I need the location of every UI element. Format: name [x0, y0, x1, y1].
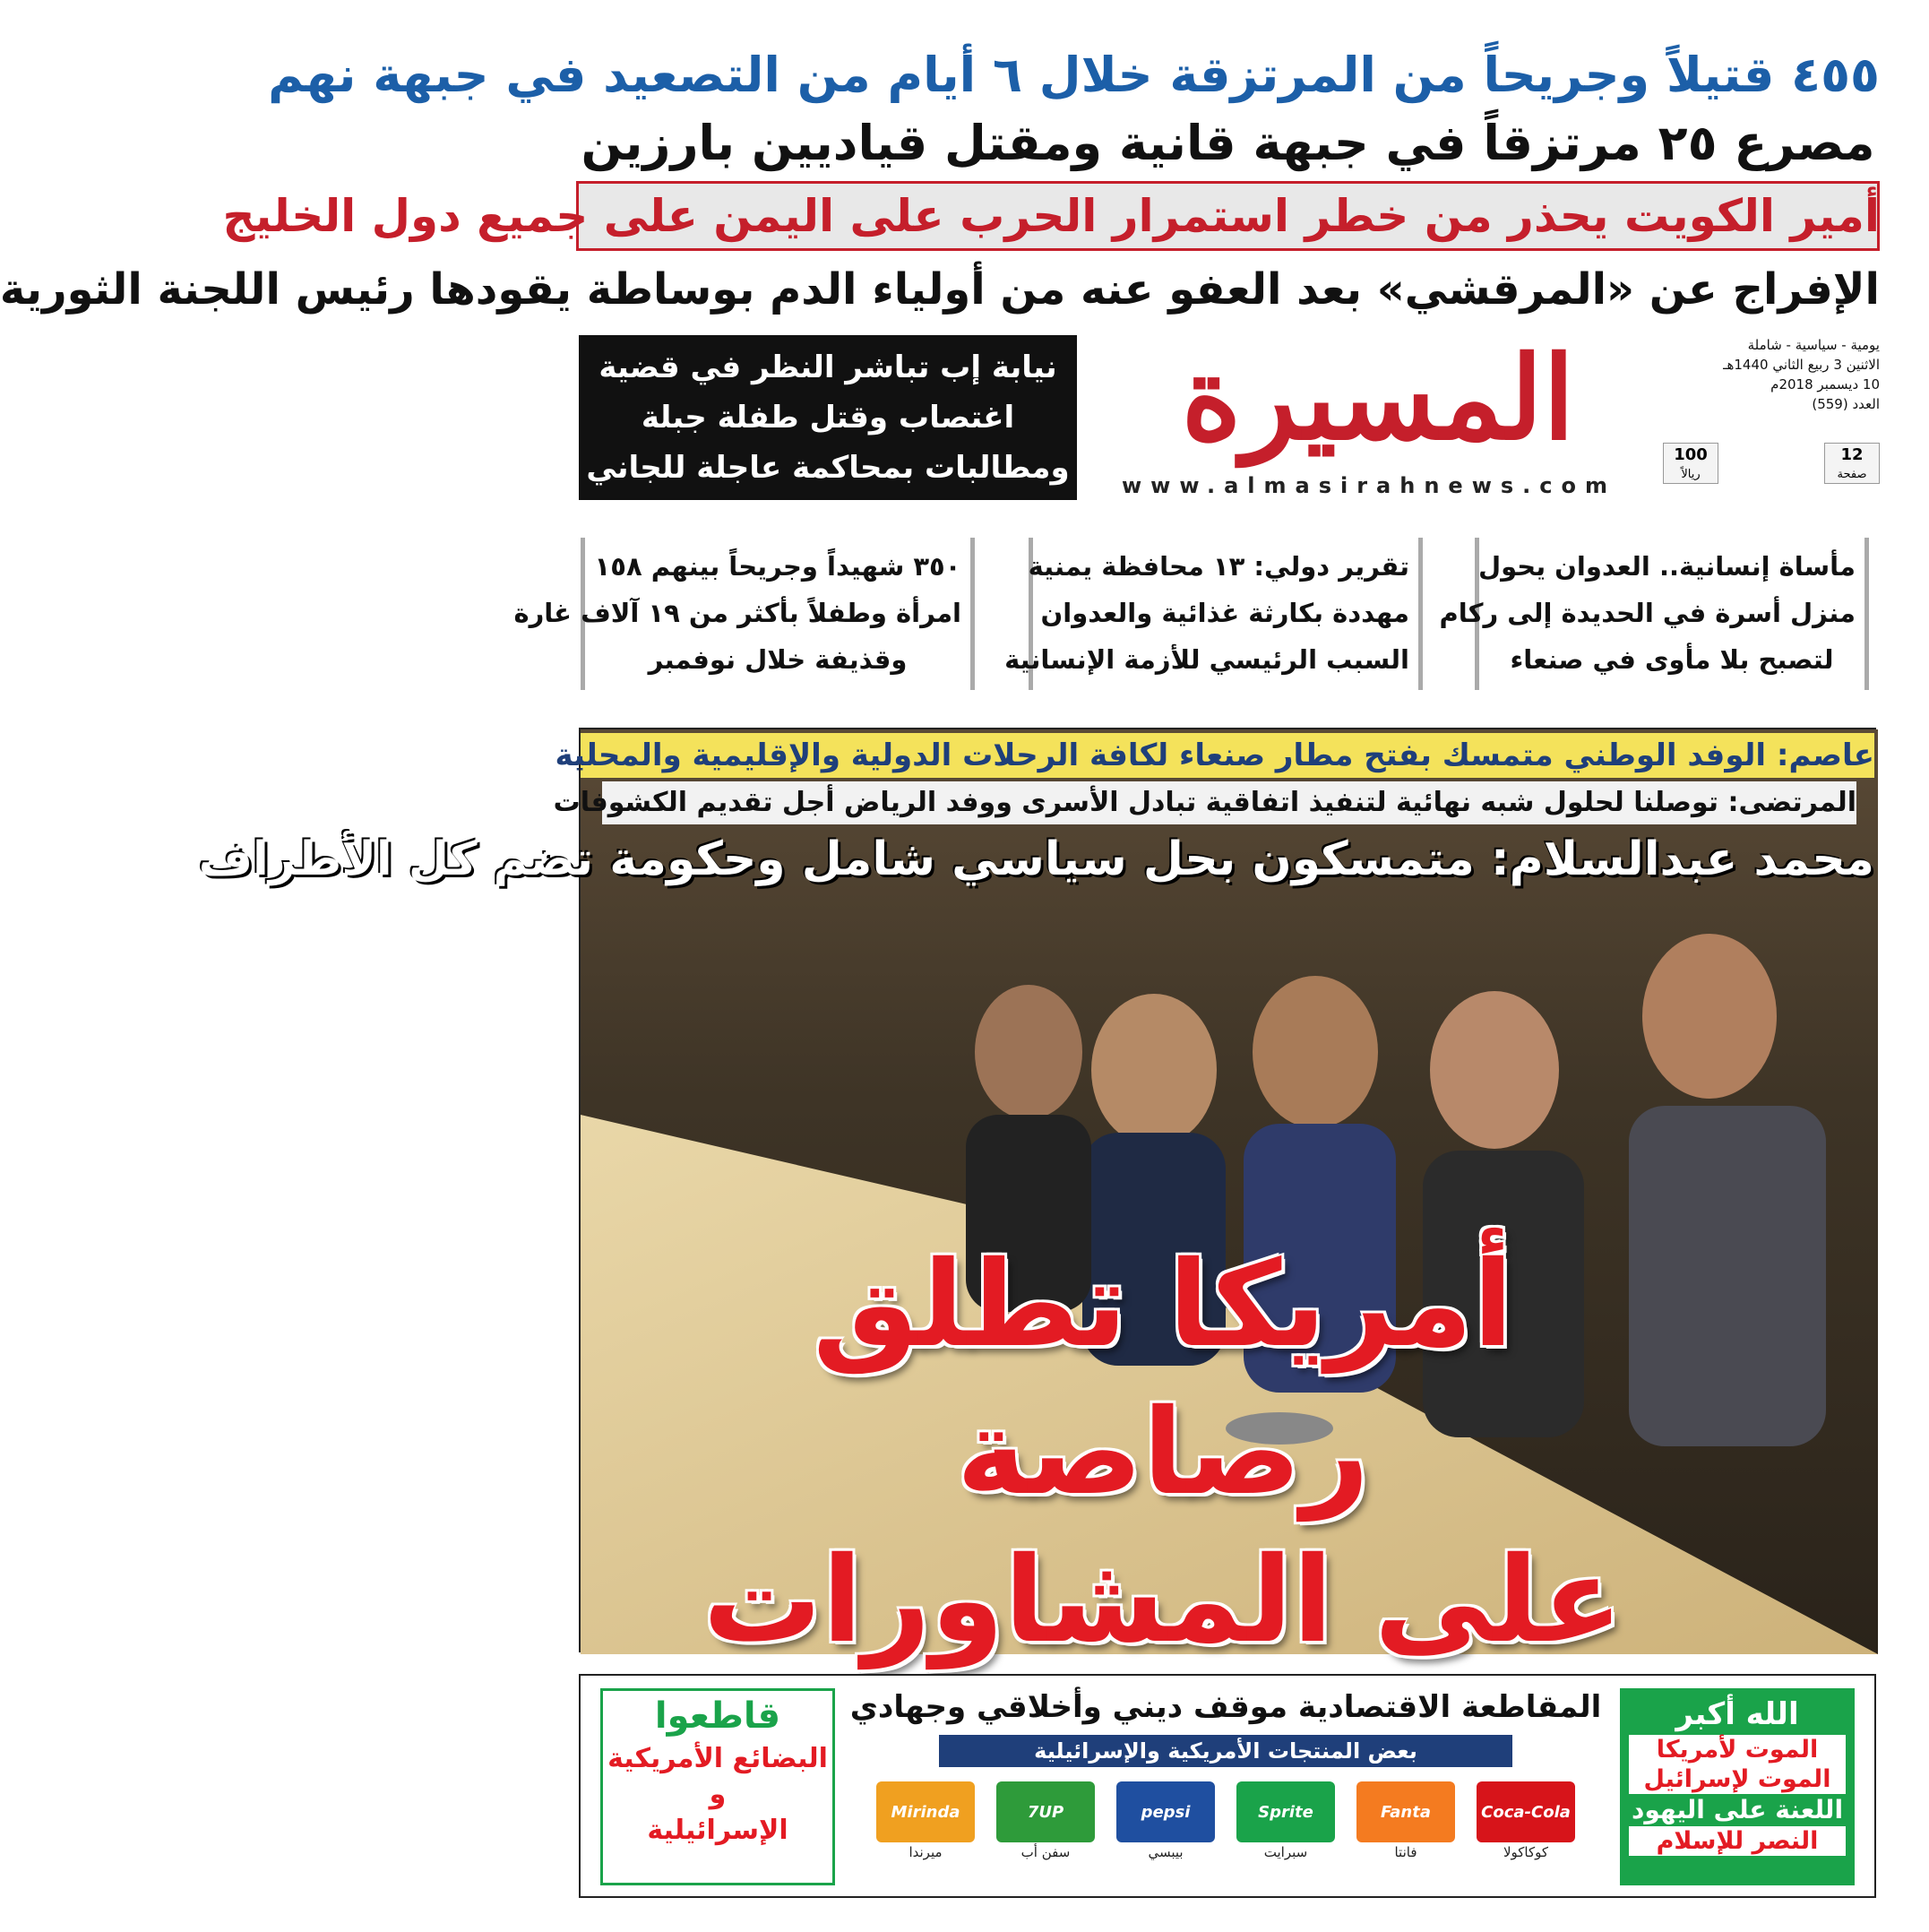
brief-line: لتصبح بلا مأوى في صنعاء	[1510, 644, 1834, 675]
main-headline-line-2: على المشاورات	[702, 1531, 1623, 1669]
brief-1[interactable]	[1439, 538, 1869, 690]
brand-logo: Coca-Cola	[1477, 1781, 1575, 1842]
brief-line: ٣٥٠ شهيداً وجريحاً بينهم ١٥٨	[594, 551, 961, 582]
brand-name: بيبسي	[1148, 1844, 1184, 1860]
brand-name: ميرندا	[909, 1844, 943, 1860]
brand-logo: pepsi	[1116, 1781, 1215, 1842]
issue-number: العدد (559)	[1812, 396, 1880, 412]
brief-line: السبب الرئيسي للأزمة الإنسانية	[1004, 644, 1409, 675]
ad-center	[849, 1685, 1602, 1891]
boycott-ad[interactable]	[579, 1674, 1876, 1898]
brand-logo: 7UP	[996, 1781, 1095, 1842]
brand-sprite	[1236, 1781, 1335, 1862]
brief-line: وقذيفة خلال نوفمبر	[648, 644, 908, 675]
photo-subhead-1: عاصم: الوفد الوطني متمسك بفتح مطار صنعاء لكافة الرحلات الدولية والإقليمية والمحلية	[581, 733, 1874, 778]
boycott-text: الإسرائيلية	[647, 1815, 788, 1846]
brand-name: فانتا	[1394, 1844, 1417, 1860]
brand-name: سبرايت	[1263, 1844, 1308, 1860]
black-box-line: ومطالبات بمحاكمة عاجلة للجاني	[586, 450, 1070, 486]
boycott-panel	[600, 1688, 835, 1885]
main-headline-line-1: أمريكا تطلق رصاصة	[813, 1236, 1513, 1522]
brand-fanta	[1356, 1781, 1455, 1862]
pages-box	[1824, 443, 1880, 484]
slogan-line: الموت لإسرائيل	[1629, 1764, 1846, 1794]
slogan-line: الموت لأمريكا	[1629, 1735, 1846, 1764]
brief-line: امرأة وطفلاً بأكثر من ١٩ آلاف غارة	[513, 598, 961, 628]
newspaper-logo: المسيرة	[1181, 332, 1575, 466]
ad-subtitle: بعض المنتجات الأمريكية والإسرائيلية	[939, 1735, 1512, 1767]
ad-title: المقاطعة الاقتصادية موقف ديني وأخلاقي وجهادي	[849, 1689, 1602, 1725]
price-label: ريالاً	[1681, 468, 1701, 481]
slogan-line: اللعنة على اليهود	[1631, 1795, 1844, 1824]
photo-subhead-3: محمد عبدالسلام: متمسكون بحل سياسي شامل وحكومة تضم كل الأطراف	[198, 832, 1874, 886]
brand-pepsi	[1116, 1781, 1215, 1862]
pages-label: صفحة	[1837, 468, 1867, 481]
brand-row	[849, 1781, 1602, 1862]
headline-3: أمير الكويت يحذر من خطر استمرار الحرب على اليمن على جميع دول الخليج	[222, 190, 1880, 242]
brand-logo: Fanta	[1356, 1781, 1455, 1842]
headline-2: مصرع ٢٥ مرتزقاً في جبهة قانية ومقتل قياديين بارزين	[581, 115, 1875, 171]
issue-meta	[1656, 335, 1880, 443]
price-number: 100	[1674, 445, 1708, 464]
gregorian-date: 10 ديسمبر 2018م	[1770, 376, 1880, 392]
brand-7up	[996, 1781, 1095, 1862]
brand-logo: Mirinda	[876, 1781, 975, 1842]
brief-3[interactable]	[513, 538, 975, 690]
slogan-panel	[1620, 1688, 1855, 1885]
main-headline	[652, 1231, 1674, 1675]
black-box-line: نيابة إب تباشر النظر في قضية	[599, 349, 1057, 385]
boycott-title: قاطعوا	[654, 1695, 781, 1737]
hijri-date: الاثنين 3 ربيع الثاني 1440هـ	[1723, 357, 1880, 373]
headline-4: الإفراج عن «المرقشي» بعد العفو عنه من أولياء الدم بوساطة يقودها رئيس اللجنة الثورية	[0, 264, 1880, 315]
headline-1: ٤٥٥ قتيلاً وجريحاً من المرتزقة خلال ٦ أيام من التصعيد في جبهة نهم	[268, 47, 1880, 103]
brief-line: تقرير دولي: ١٣ محافظة يمنية	[1028, 551, 1409, 582]
photo-subhead-2: المرتضى: توصلنا لحلول شبه نهائية لتنفيذ اتفاقية تبادل الأسرى ووفد الرياض أجل تقديم الكشوفات	[602, 781, 1856, 824]
brand-name: كوكاكولا	[1503, 1844, 1549, 1860]
black-box-line: اغتصاب وقتل طفلة جبلة	[641, 400, 1015, 436]
pages-number: 12	[1840, 445, 1864, 464]
brand-coca-cola	[1477, 1781, 1575, 1862]
brand-logo: Sprite	[1236, 1781, 1335, 1842]
brief-line: مأساة إنسانية.. العدوان يحول	[1477, 551, 1856, 582]
lead-photo[interactable]	[198, 728, 1876, 1669]
black-news-box	[579, 335, 1077, 500]
slogan-line: النصر للإسلام	[1629, 1826, 1846, 1856]
brand-mirinda	[876, 1781, 975, 1862]
tagline: يومية - سياسية - شاملة	[1747, 337, 1880, 353]
price-box	[1663, 443, 1718, 484]
brief-line: منزل أسرة في الحديدة إلى ركام	[1439, 598, 1856, 628]
brief-2[interactable]	[1004, 538, 1423, 690]
website-url[interactable]: www.almasirahnews.com	[1121, 473, 1616, 498]
boycott-text: و	[709, 1779, 727, 1810]
brief-line: مهددة بكارثة غذائية والعدوان	[1040, 598, 1409, 628]
brand-name: سفن أب	[1020, 1844, 1071, 1860]
slogan-title: الله أكبر	[1675, 1696, 1799, 1732]
boycott-text: البضائع الأمريكية	[607, 1743, 828, 1774]
